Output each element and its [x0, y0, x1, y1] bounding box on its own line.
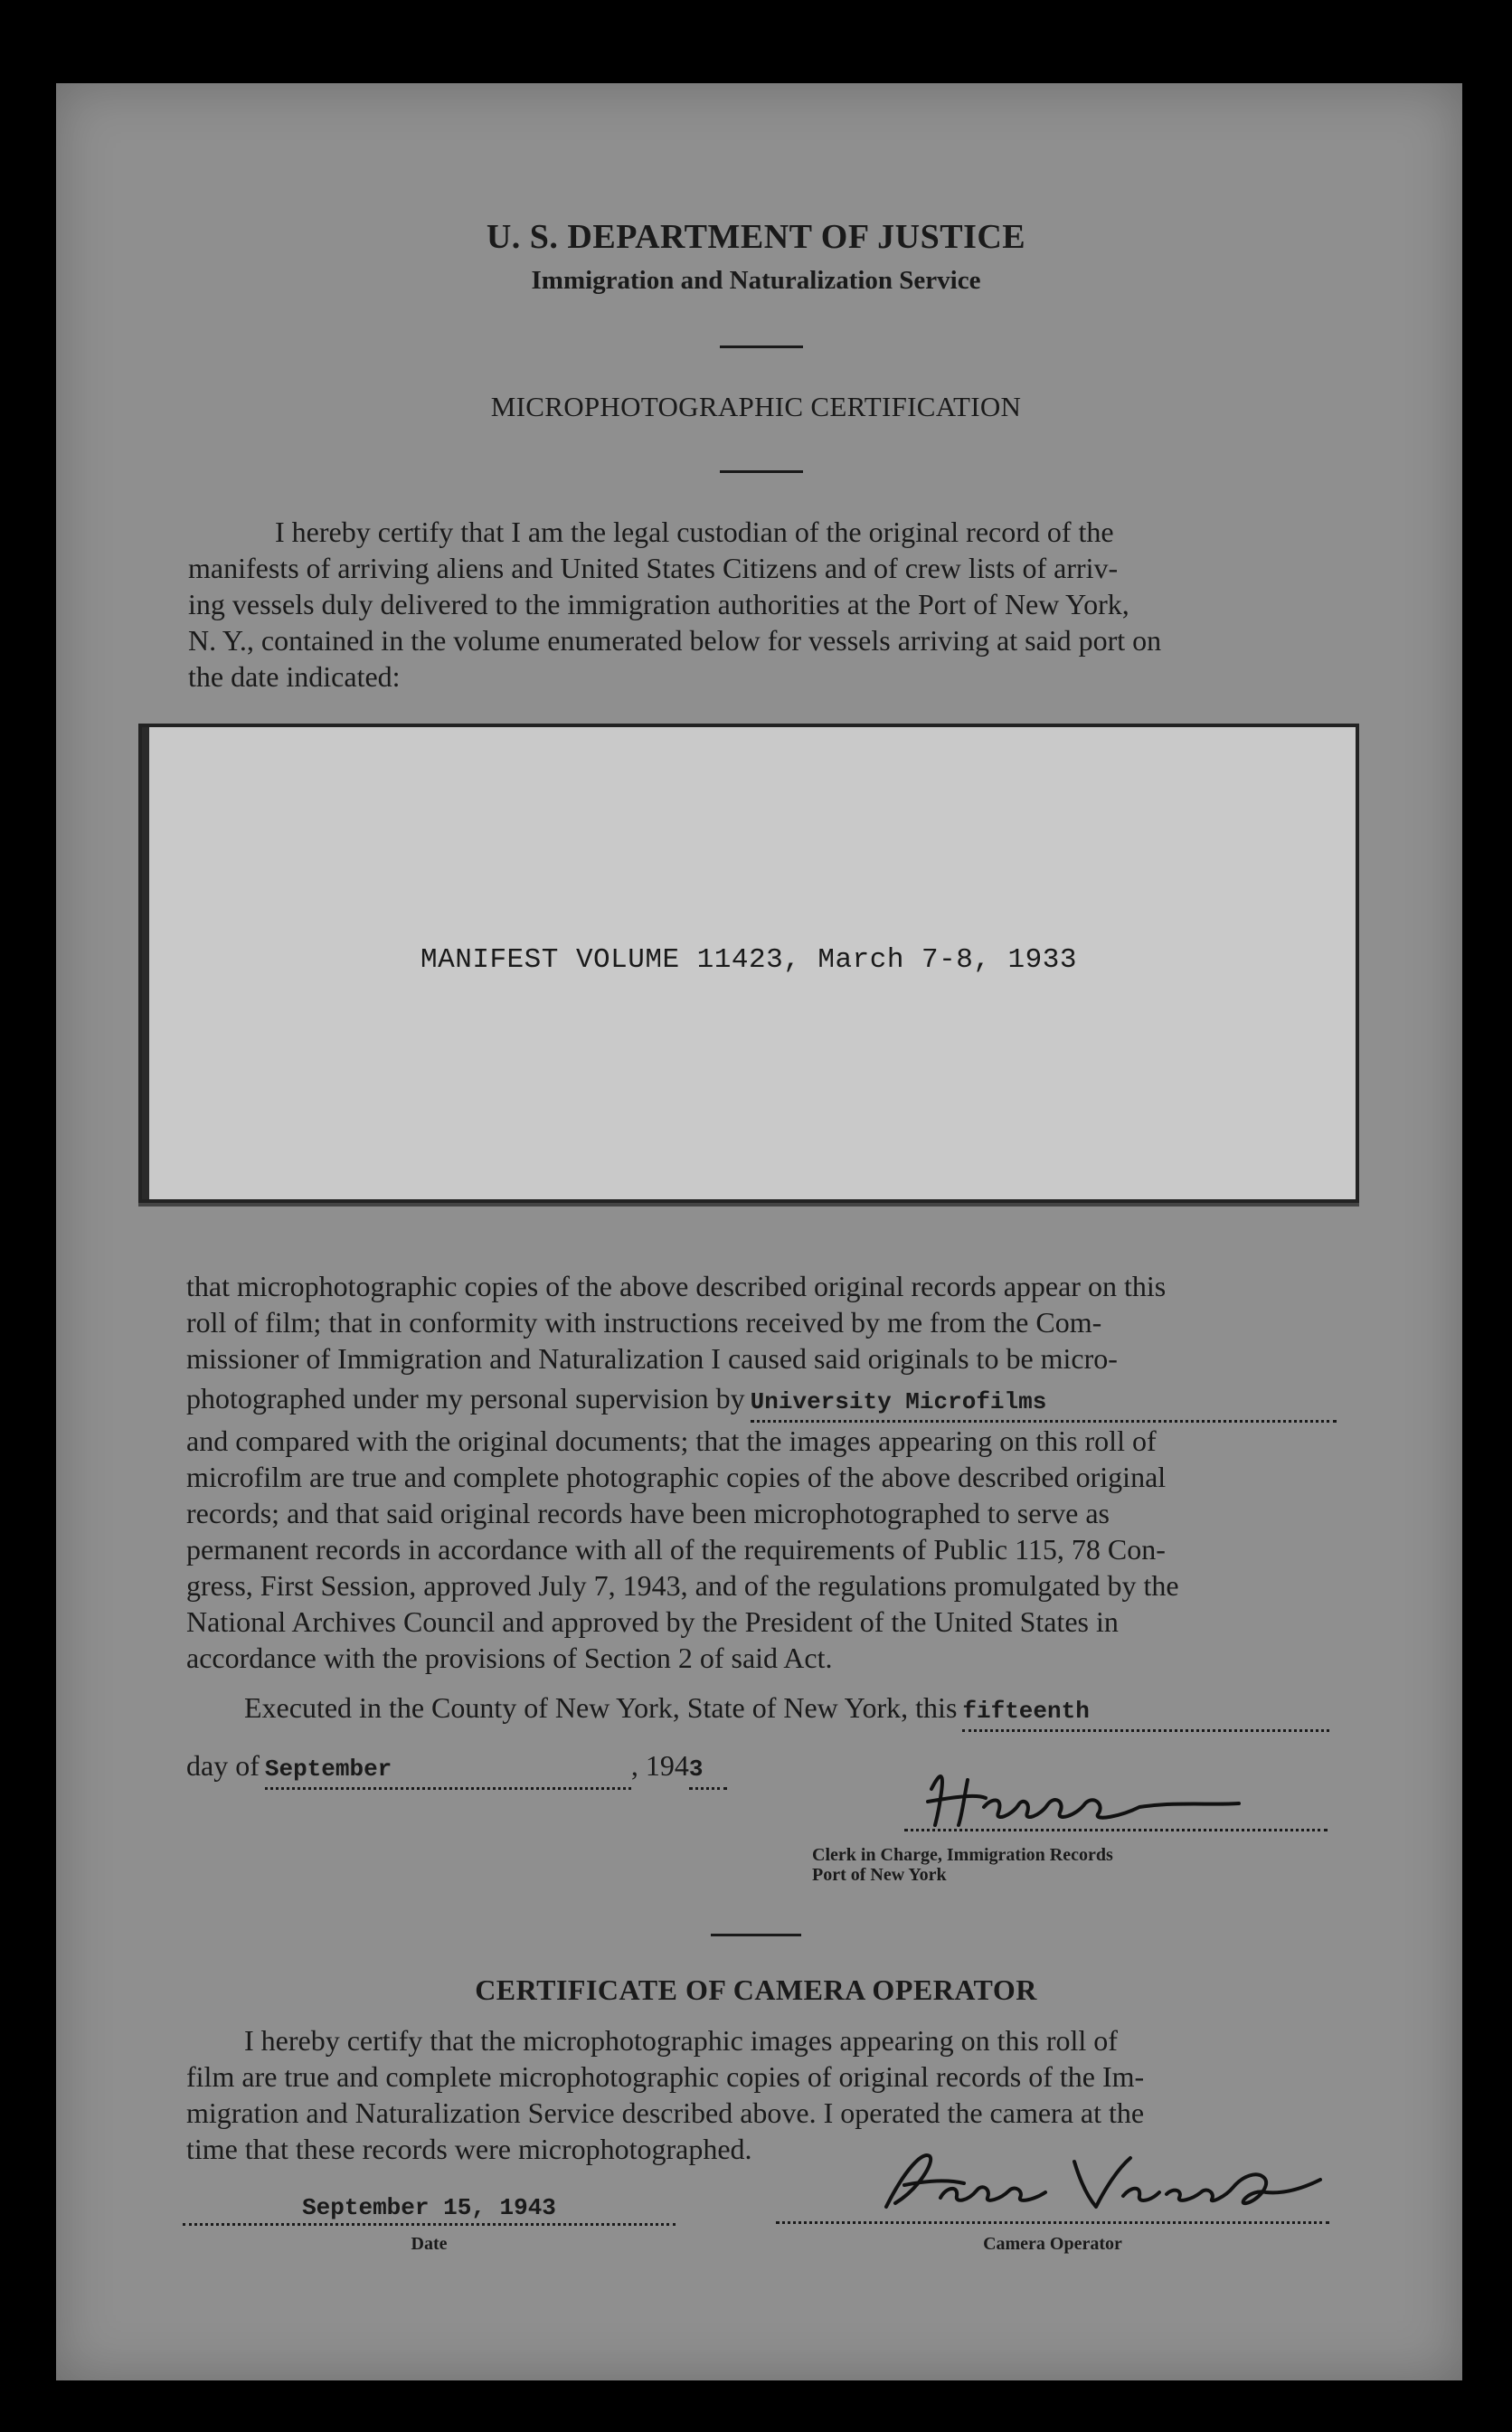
divider	[711, 1934, 801, 1936]
year-value: 3	[688, 1755, 704, 1783]
supervision-line	[186, 1380, 1337, 1423]
day-value: fifteenth	[962, 1698, 1090, 1725]
body-line: permanent records in accordance with all of the requirements of Public 115, 78 Con-	[186, 1533, 1166, 1566]
camera-operator-signature	[832, 2143, 1338, 2225]
date-line	[186, 1747, 801, 1790]
executed-prefix: Executed in the County of New York, State of New York, this	[244, 1691, 958, 1724]
camera-line: migration and Naturalization Service described above. I operated the camera at the	[186, 2096, 1145, 2129]
intro-line: N. Y., contained in the volume enumerated below for vessels arriving at said port on	[188, 624, 1162, 657]
body-line: photographed under my personal supervision by	[186, 1382, 745, 1415]
camera-certificate-title: CERTIFICATE OF CAMERA OPERATOR	[475, 1973, 1037, 2006]
year-field	[689, 1747, 727, 1790]
volume-box	[138, 724, 1359, 1203]
body-line: that microphotographic copies of the above described original records appear on this	[186, 1270, 1167, 1302]
operator-caption: Camera Operator	[983, 2234, 1122, 2254]
body-line: records; and that said original records have been microphotographed to serve as	[186, 1497, 1110, 1529]
clerk-caption-title: Clerk in Charge, Immigration Records	[812, 1845, 1113, 1865]
date-value: September 15, 1943	[302, 2194, 556, 2221]
body-line: accordance with the provisions of Section 2 of said Act.	[186, 1642, 833, 1674]
supervisor-field	[751, 1380, 1337, 1423]
body-line: missioner of Immigration and Naturalization I caused said originals to be micro-	[186, 1342, 1118, 1375]
body-line: gress, First Session, approved July 7, 1943, and of the regulations promulgated by the	[186, 1569, 1179, 1602]
camera-line: time that these records were microphotographed.	[186, 2133, 752, 2165]
divider	[720, 470, 803, 473]
camera-line: film are true and complete microphotographic copies of original records of the Im-	[186, 2060, 1145, 2093]
volume-text: MANIFEST VOLUME 11423, March 7-8, 1933	[421, 944, 1077, 976]
certification-title: MICROPHOTOGRAPHIC CERTIFICATION	[490, 391, 1022, 422]
intro-line: I hereby certify that I am the legal custodian of the original record of the	[275, 516, 1114, 548]
service-subtitle: Immigration and Naturalization Service	[531, 266, 981, 295]
date-caption: Date	[411, 2234, 448, 2254]
department-title: U. S. DEPARTMENT OF JUSTICE	[486, 218, 1026, 256]
date-field	[183, 2192, 676, 2226]
year-prefix: , 194	[630, 1749, 689, 1782]
clerk-dotted-rule	[904, 1829, 1328, 1831]
body-line: microfilm are true and complete photographic copies of the above described original	[186, 1461, 1167, 1493]
intro-line: ing vessels duly delivered to the immigration authorities at the Port of New York,	[188, 588, 1129, 620]
executed-line	[244, 1689, 1329, 1732]
day-field	[962, 1689, 1329, 1732]
body-line: and compared with the original documents; that the images appearing on this roll of	[186, 1424, 1157, 1457]
day-of-label: day of	[186, 1749, 260, 1782]
body-paragraph	[186, 1268, 1337, 1676]
divider	[720, 345, 803, 348]
month-value: September	[264, 1755, 392, 1783]
body-line: roll of film; that in conformity with instructions received by me from the Com-	[186, 1306, 1102, 1339]
clerk-signature-line	[904, 1829, 1328, 1831]
supervisor-value: University Microfilms	[750, 1388, 1047, 1415]
intro-line: the date indicated:	[188, 660, 401, 693]
clerk-signature	[904, 1762, 1329, 1834]
intro-line: manifests of arriving aliens and United States Citizens and of crew lists of arriv-	[188, 552, 1119, 584]
body-line: National Archives Council and approved by the President of the United States in	[186, 1605, 1119, 1638]
camera-line: I hereby certify that the microphotographic images appearing on this roll of	[244, 2024, 1118, 2057]
operator-dotted-rule	[776, 2221, 1329, 2224]
intro-paragraph	[188, 514, 1337, 695]
clerk-caption-port: Port of New York	[812, 1865, 947, 1885]
month-field	[265, 1747, 631, 1790]
